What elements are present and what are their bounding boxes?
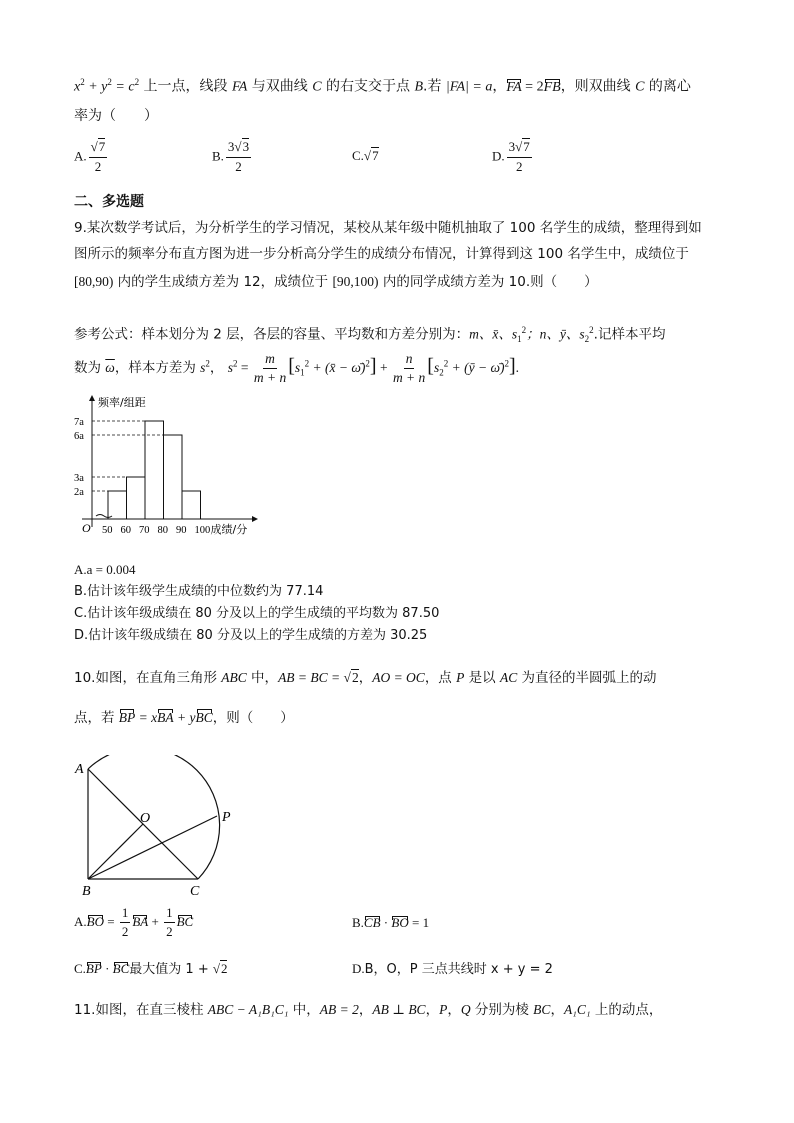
- x-tick-label: 60: [120, 525, 131, 536]
- label-p: P: [222, 810, 231, 825]
- axis-break-mark: [96, 515, 112, 518]
- q9-ref-line1: 参考公式：样本划分为 2 层，各层的容量、平均数和方差分别为：m、x̄、$s_1^2$；n、ȳ、$s_2^2$.记样本平均: [74, 325, 666, 345]
- q8-option-d[interactable]: D. $\frac{3√7}{2}$: [492, 139, 530, 174]
- q10-figure: [70, 755, 250, 900]
- q9-line2: 图所示的频率分布直方图为进一步分析高分学生的成绩分布情况，计算得到这 100 名学生中，成绩位于: [74, 246, 689, 262]
- label-a: A: [75, 762, 84, 777]
- x-tick-label: 70: [139, 525, 150, 536]
- label-b: B: [82, 884, 91, 899]
- y-axis-label: 频率/组距: [98, 396, 146, 409]
- segment-bp: [88, 816, 217, 879]
- q10-option-b[interactable]: B.CB · BO = 1: [352, 915, 430, 930]
- q9-line1: 9.某次数学考试后，为分析学生的学习情况，某校从某年级中随机抽取了 100 名学生的成绩，整理得到如: [74, 220, 702, 236]
- q9-option-b[interactable]: B.估计该年级学生成绩的中位数约为 77.14: [74, 584, 324, 599]
- origin-label: O: [82, 521, 91, 535]
- histogram-bar: [164, 435, 183, 519]
- q8-line1: $x^2 + y^2 = c^2$ 上一点，线段 FA 与双曲线 C 的右支交于点 B.若 |FA| = a，FA = 2FB，则双曲线 C 的离心: [74, 72, 724, 98]
- section-title: 二、多选题: [74, 194, 144, 210]
- q8-option-b[interactable]: B. $\frac{3√3}{2}$: [212, 139, 250, 174]
- histogram-chart: [70, 392, 270, 552]
- semicircle-arc: [88, 755, 220, 879]
- q9-option-c[interactable]: C.估计该年级成绩在 80 分及以上的学生成绩的平均数为 87.50: [74, 606, 440, 621]
- y-tick-label: 3a: [74, 473, 84, 484]
- q9-option-d[interactable]: D.估计该年级成绩在 80 分及以上的学生成绩的方差为 30.25: [74, 628, 428, 643]
- histogram-bar: [182, 491, 201, 519]
- q10-option-a[interactable]: A.BO = $\frac{1}{2}$ BA + $\frac{1}{2}$ BC: [74, 905, 194, 939]
- y-tick-label: 7a: [74, 417, 84, 428]
- histogram-bar: [108, 491, 127, 519]
- histogram-bar: [145, 421, 164, 519]
- x-axis-arrow: [252, 516, 258, 522]
- x-axis-label: 成绩/分: [210, 523, 248, 536]
- label-c: C: [190, 884, 200, 899]
- y-tick-label: 2a: [74, 487, 84, 498]
- label-o: O: [140, 811, 151, 826]
- q8-line2: 率为（ ）: [74, 108, 158, 124]
- y-tick-label: 6a: [74, 431, 84, 442]
- x-tick-label: 80: [157, 525, 168, 536]
- y-axis-arrow: [89, 395, 95, 401]
- segment-bo: [88, 824, 143, 879]
- q8-option-c[interactable]: C.√7: [352, 148, 379, 163]
- x-tick-label: 90: [176, 525, 187, 536]
- q10-option-c[interactable]: C.BP · BC最大值为 1 + √2: [74, 961, 228, 977]
- q10-line1: 10.如图，在直角三角形 ABC 中，AB = BC = √2，AO = OC，点 P 是以 AC 为直径的半圆弧上的动: [74, 670, 657, 686]
- x-tick-label: 100: [194, 525, 211, 536]
- q9-line3: [80,90) 内的学生成绩方差为 12，成绩位于 [90,100) 内的同学成绩方差为 10.则（ ）: [74, 274, 598, 290]
- q11-line1: 11.如图，在直三棱柱 ABC − A₁B₁C₁ 中，AB = 2，AB ⊥ BC，P，Q 分别为棱 BC，A₁C₁ 上的动点，: [74, 1002, 663, 1018]
- q10-line2: 点，若 BP = xBA + yBC，则（ ）: [74, 710, 294, 726]
- q8-option-a[interactable]: A. $\frac{√7}{2}$: [74, 139, 106, 174]
- q9-option-a[interactable]: A.a = 0.004: [74, 562, 136, 577]
- x-tick-label: 50: [102, 525, 113, 536]
- histogram-bar: [127, 477, 146, 519]
- q10-option-d[interactable]: D.B，O，P 三点共线时 x + y = 2: [352, 961, 553, 977]
- q9-ref-line2: 数为 $\overline{\omega}$，样本方差为 $s^2$， $s^2$ = $\frac{m}{m + n}$ [$s_1^2$ + (x̄ − ω̄)$^2$] + $\frac{n}{m + n}$ [$s_2^2$ + (ȳ − ω̄)$^2$].: [74, 351, 520, 385]
